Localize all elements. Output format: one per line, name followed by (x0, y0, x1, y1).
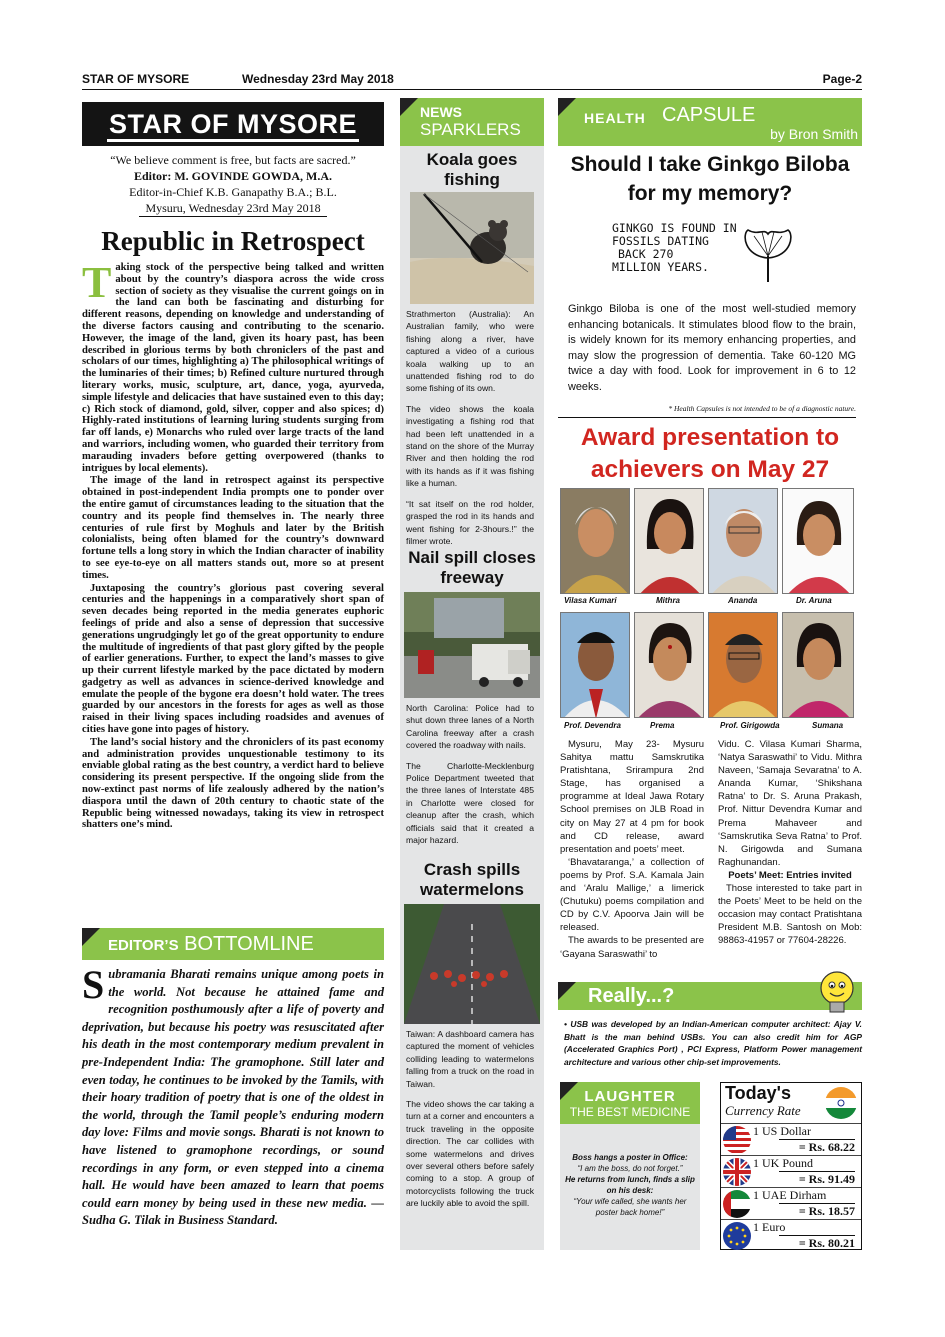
drop-cap: T (82, 258, 112, 307)
header-paper: STAR OF MYSORE (82, 72, 190, 86)
story-melon-title: Crash spills watermelons (420, 860, 524, 899)
award-col1 (560, 738, 704, 961)
koala-photo (410, 192, 534, 304)
rate-label-eur: 1 Euro (753, 1220, 786, 1234)
rate-value-eur: = Rs. 80.21 (779, 1235, 855, 1251)
melon-photo (404, 904, 540, 1024)
photo-vilasa-kumari (560, 488, 630, 594)
health-title: Should I take Ginkgo Biloba for my memory? (570, 153, 850, 205)
health-bar (558, 98, 862, 146)
rate-title: Today's (725, 1083, 791, 1103)
story-koala-p3: “It sat itself on the rod holder, grasped the rod in its hands and went fishing for 2-3hours.!” the filmer wrote. (406, 498, 534, 546)
rate-row-eur (721, 1219, 861, 1251)
joke-line3: He returns from lunch, finds a slip on his desk: (565, 1175, 695, 1195)
health-label1: HEALTH (584, 110, 646, 126)
health-body: Ginkgo Biloba is one of the most well-studied memory enhancing botanicals. It stimulates blood flow to the brain, is widely known for its memory enhancing properties, and may slow the progression of dementia. Take 60-120 MG twice a day with food. Look for improvement in 6 to 12 weeks. (568, 303, 856, 393)
caption-prof-devendra: Prof. Devendra (564, 721, 621, 730)
photo-prema (634, 612, 704, 718)
award-col2 (718, 738, 862, 948)
uk-flag-icon (723, 1158, 751, 1186)
caption-dr-aruna: Dr. Aruna (796, 596, 832, 605)
photo-mithra (634, 488, 704, 594)
photo-dr-aruna (782, 488, 854, 594)
ginkgo-leaf-icon (740, 226, 796, 286)
award-title-line1: Award presentation to (580, 424, 840, 451)
corner-triangle (82, 928, 100, 946)
hand-line2: FOSSILS DATING (612, 234, 709, 248)
logo-text: STAR OF MYSORE (107, 109, 359, 142)
corner-triangle (400, 98, 418, 116)
award-photos (558, 488, 862, 732)
rate-subtitle: Currency Rate (725, 1103, 801, 1118)
story-nail-body (406, 702, 534, 854)
editor-line: Editor: M. GOVINDE GOWDA, M.A. (134, 169, 332, 183)
rate-label-usd: 1 US Dollar (753, 1124, 811, 1138)
story-koala-p2: The video shows the koala investigating a fishing rod that had been left unattended in a stand on the shore of the Murray River and then holding the rod with its hands as if it was fishing like a human. (406, 403, 534, 489)
caption-prema: Prema (650, 721, 675, 730)
story-koala-p1: Strathmerton (Australia): An Australian family, who were fishing along a river, have captured a video of a curious koala walking up to an unattended fishing rod to do some fishing of its own. (406, 309, 534, 394)
caption-prof-girigowda: Prof. Girigowda (720, 721, 780, 730)
story-nail-p2: The Charlotte-Mecklenburg Police Department tweeted that the three lanes of Interstate 485 in Charlotte were closed for cleanup after the crash, which officials said that it created a major hazard. (406, 760, 534, 846)
caption-vilasa-kumari: Vilasa Kumari (564, 596, 617, 605)
editorial-p1: aking stock of the perspective being talked and written about by the country’s diaspora across the wide cross section of society as they visualise the current goings on in the land can both be fascinating and disturbing for different reasons, depending on knowledge and understanding of the diverse factors causing and contributing to the scenario. However, the image of the land, given its hoary past, has been described in glorious terms by both chroniclers of the past and scholars of our times, highlighting a) The philosophical writings of the luminaries of their times; b) Refined culture nurtured through literary works, music, sculpture, art, dance, yoga, ayurveda, simple lifestyle and delicacies that have sustained even to this day; c) Rich stock of diamond, gold, silver, copper and also spices; d) Highly-rated institutions of learning luring students surging from far off lands, e) Monarchs who ruled over large tracts of the land and warriors, including women, who guarded their territory from marauding invaders before getting overpowered (thanks to intrigues by local elements). (82, 262, 384, 474)
uae-flag-icon (723, 1190, 751, 1218)
bottomline-label2: BOTTOMLINE (184, 933, 314, 955)
really-text: • USB was developed by an Indian-American computer architect: Ajay V. Bhatt is the man behind USBs. You can also credit him for AGP (Accelerated Graphics Port) , PCI Express, Platform Power management architecture and various other chip-set improvements. (564, 1019, 862, 1067)
masthead-info (82, 152, 384, 217)
photo-ananda (708, 488, 778, 594)
corner-triangle (558, 982, 576, 1000)
bottomline-label1: EDITOR’S (108, 937, 179, 954)
caption-ananda: Ananda (728, 596, 758, 605)
currency-rate-box (720, 1082, 862, 1250)
caption-sumana: Sumana (812, 721, 844, 730)
health-disclaimer: * Health Capsules is not intended to be of a diagnostic nature. (558, 404, 856, 418)
drop-cap-s: S (82, 962, 105, 1007)
nail-photo (404, 592, 540, 698)
rate-value-usd: = Rs. 68.22 (779, 1139, 855, 1155)
place-date: Mysuru, Wednesday 23rd May 2018 (139, 200, 326, 217)
editorial-p4: The land’s social history and the chroniclers of its past economy and administration provides unquestionable testimony to its enviable global rating as the best country, a verdict hard to believe considering its present perspective. If the ongoing slide from the now-extinct past norms of life zealously adhered by the nation’s diaspora until the dawn of 20th century to chaotic state of the Republic being witnessed nowadays, taking its view in retrospect shatters one’s mind. (82, 736, 384, 831)
joke-line2: “I am the boss, do not forget.” (577, 1164, 683, 1173)
news-header (400, 98, 544, 146)
award-title (558, 422, 862, 486)
joke-line1: Boss hangs a poster in Office: (572, 1153, 688, 1162)
page-header (82, 72, 862, 90)
story-nail-p1: North Carolina: Police had to shut down three lanes of a North Carolina freeway after a crash covered the roadway with nails. (406, 703, 534, 751)
rate-label-gbp: 1 UK Pound (753, 1156, 814, 1170)
rate-value-aed: = Rs. 18.57 (779, 1203, 855, 1219)
story-nail-title: Nail spill closes freeway (408, 548, 536, 587)
award-p5: Those interested to take part in the Poets’ Meet to be held on the occasion may contact Pratishtana President M.B. Santosh on Mob: 98863-41957 or 77604-28226. (718, 883, 862, 947)
story-koala-body (406, 308, 534, 555)
editorial-p3: Juxtaposing the country’s glorious past covering several centuries and the happenings in a comparatively short span of seven decades being reported in the media generates euphoric feelings of pride and also a sense of depression that successive generations ungrudgingly let go of the great opportunity to endure the multitude of ingredients of that past glory gifted by the people of earlier generations. Further, to expect the land’s masses to give up their current lifestyle marked by the pace dictated by modern gadgetry as well as advances in science-derived knowledge and emulate the people of the bygone era doesn’t hold water. The trees guarded by our ancestors in the forests for ages as well as those raised in their living spaces including roadsides and avenues of cities have gone into pages of history. (82, 582, 384, 736)
us-flag-icon (723, 1126, 751, 1154)
photo-sumana (782, 612, 854, 718)
story-melon-p1: Taiwan: A dashboard camera has captured the moment of vehicles colliding leading to watermelons falling from a truck on the road in Taiwan. (406, 1029, 534, 1089)
motto: “We believe comment is free, but facts are sacred.” (110, 153, 356, 167)
joke-line4: “Your wife called, she wants her poster back home!” (573, 1197, 687, 1217)
editorial-title: Republic in Retrospect (101, 226, 365, 256)
bottomline-bar (82, 928, 384, 960)
india-flag-icon (825, 1087, 857, 1119)
photo-prof-devendra (560, 612, 630, 718)
news-label1: NEWS (420, 104, 462, 120)
really-label: Really...? (588, 985, 675, 1007)
health-label2: CAPSULE (662, 104, 756, 126)
header-date: Wednesday 23rd May 2018 (242, 72, 394, 86)
award-p5-head: Poets’ Meet: Entries invited (728, 869, 852, 881)
laughter-bar (560, 1082, 700, 1124)
rate-row-aed (721, 1187, 861, 1219)
photo-prof-girigowda (708, 612, 778, 718)
bottomline-body (82, 962, 384, 1230)
bottomline-text: ubramania Bharati remains unique among poets in the world. Not because he attained fame and recognition posthumously after a life of poverty and deprivation, but because his poetry was resuscitated after his death in the most contemporary medium prevalent in pre-Independent India: The gramophone. Still later and even today, he continues to be invoked by the Tamils, with their hoary tradition of poetry that is one of the oldest in the world, through the Tamil people’s enduring modern day love: Films and movie songs. Bharati is not known to have listened to gramophone recordings, or sound recordings in any form, or even stepped into a cinema hall. He would have been amazed to learn that poems could earn money by being used in these new media. — Sudha G. Tilak in Business Standard. (82, 967, 384, 1228)
hand-line3: BACK 270 (618, 247, 674, 261)
award-title-line2: achievers on May 27 (590, 456, 830, 483)
corner-triangle (560, 1082, 578, 1100)
story-melon-p2: The video shows the car taking a turn at a corner and encounters a truck traveling in the opposite direction. The car collides with some watermelons and drives over several others before safely coming to a stop. A group of motorcyclists following the truck are luckily able to avoid the spill. (406, 1099, 534, 1209)
story-koala-title: Koala goes fishing (426, 150, 518, 189)
laughter-label1: LAUGHTER (584, 1088, 676, 1105)
corner-triangle (558, 98, 576, 116)
rate-label-aed: 1 UAE Dirham (753, 1188, 827, 1202)
chief-editor-line: Editor-in-Chief K.B. Ganapathy B.A.; B.L. (129, 185, 337, 199)
eu-flag-icon (723, 1222, 751, 1250)
story-melon-body (406, 1028, 534, 1218)
rate-row-gbp (721, 1155, 861, 1187)
health-byline: by Bron Smith (770, 126, 858, 142)
lightbulb-icon (814, 968, 860, 1018)
header-page: Page-2 (822, 72, 862, 86)
rate-row-usd (721, 1123, 861, 1155)
rate-value-gbp: = Rs. 91.49 (779, 1171, 855, 1187)
editorial-body (82, 258, 384, 832)
award-p1: Mysuru, May 23- Mysuru Sahitya mattu Samskrutika Pratishtana, Srirampura 2nd Stage, has organised a programme at Ideal Jawa Rotary School premises on JLB Road in city on May 27 at 4 pm for book and CD release, award presentation and poets’ meet. (560, 739, 704, 855)
hand-line1: GINKGO IS FOUND IN (612, 221, 737, 235)
joke (564, 1152, 696, 1218)
laughter-label2: THE BEST MEDICINE (569, 1105, 691, 1119)
hand-line4: MILLION YEARS. (612, 260, 709, 274)
award-p2: ‘Bhavataranga,’ a collection of poems by Prof. S.A. Kamala Jain and ‘Aralu Mallige,’ a limerick (Chutuku) poems compilation and CD by C.V. Apoorva Jain will be released. (560, 856, 704, 934)
award-p4: Vidu. C. Vilasa Kumari Sharma, ‘Natya Saraswathi’ to Vidu. Mithra Naveen, ‘Samaja Sevaratna’ to A. Ananda Kumar, ‘Shikshana Ratna’ to Dr. S. Aruna Prakash, Prof. Nittur Devendra Kumar and Prema Mahaveer and ‘Samskrutika Seva Ratna’ to Prof. N. Girigowda and Sumana Raghunandan. (718, 739, 862, 868)
news-label2: SPARKLERS (420, 120, 521, 139)
masthead-logo (82, 102, 384, 146)
award-p3: The awards to be presented are ‘Gayana Saraswathi’ to (560, 935, 704, 960)
caption-mithra: Mithra (656, 596, 680, 605)
editorial-p2: The image of the land in retrospect against its perspective obtained in post-independent India prompts one to ponder over the entire gamut of circumstances leading to the situation that the country and its people find themselves in. The nearly three centuries of rule first by Moghuls and later by the British colonialists, being often blamed for the country’s downward fortune tells a long story in which the Indian character of inability to see eye-to-eye on all matters stands out, more so at present times. (82, 475, 384, 581)
